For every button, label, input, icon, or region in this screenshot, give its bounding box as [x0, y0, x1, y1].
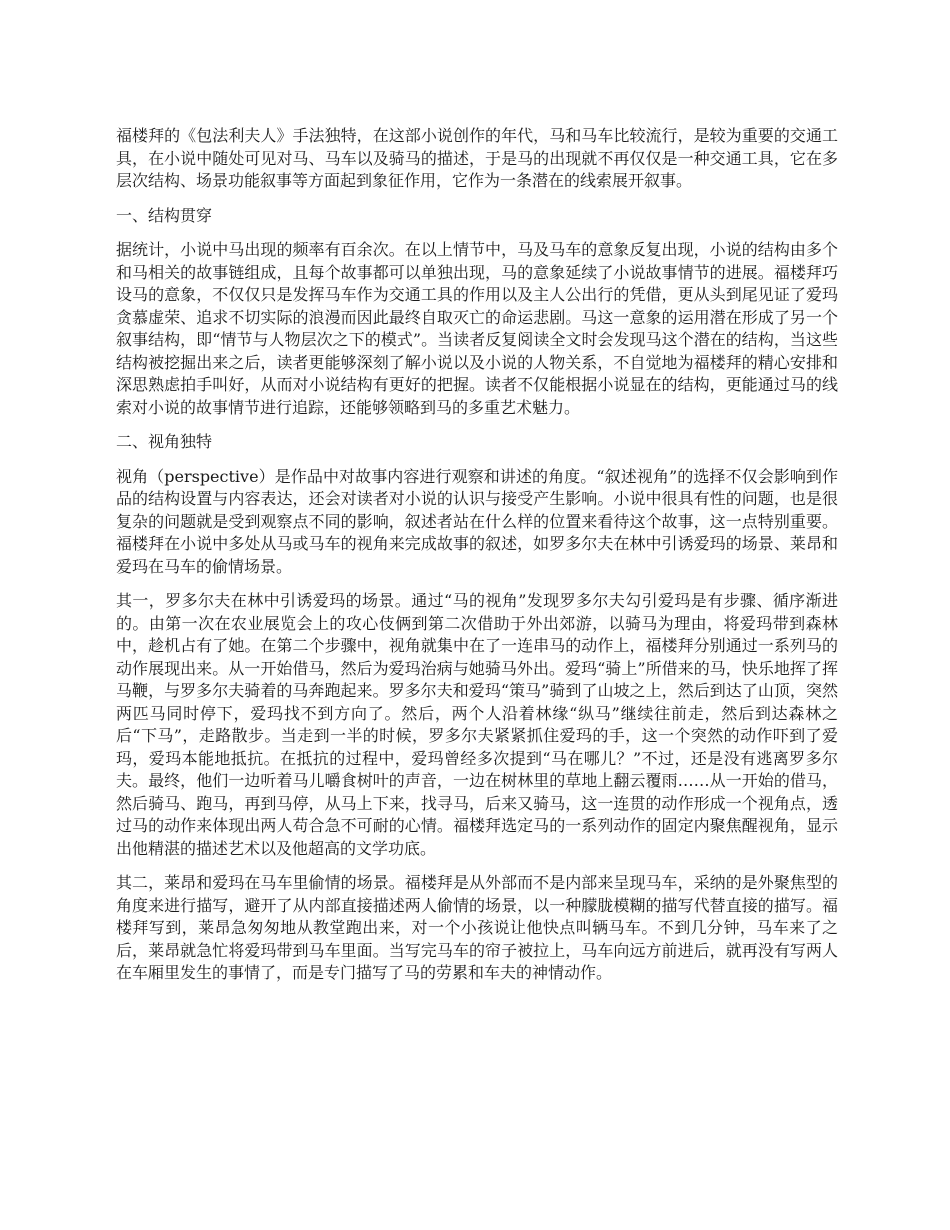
forest-scene-paragraph: 其一，罗多尔夫在林中引诱爱玛的场景。通过“马的视角”发现罗多尔夫勾引爱玛是有步骤、循序渐进的。由第一次在农业展览会上的攻心伎俩到第二次借助于外出郊游，以骑马为理由，将爱玛带到森林中，趁机占有了她。在第二个步骤中，视角就集中在了一连串马的动作上，福楼拜分别通过一系列马的动作展现出来。从一开始借马，然后为爱玛治病与她骑马外出。爱玛“骑上”所借来的马，快乐地挥了挥马鞭，与罗多尔夫骑着的马奔跑起来。罗多尔夫和爱玛“策马”骑到了山坡之上，然后到达了山顶，突然两匹马同时停下，爱玛找不到方向了。然后，两个人沿着林缘“纵马”继续往前走，然后到达森林之后“下马”，走路散步。当走到一半的时候，罗多尔夫紧紧抓住爱玛的手，这一个突然的动作吓到了爱玛，爱玛本能地抵抗。在抵抗的过程中，爱玛曾经多次提到“马在哪儿？”不过，还是没有逃离罗多尔夫。最终，他们一边听着马儿嚼食树叶的声音，一边在树林里的草地上翻云覆雨……从一开始的借马，然后骑马、跑马，再到马停，从马上下来，找寻马，后来又骑马，这一连贯的动作形成一个视角点，透过马的动作来体现出两人苟合急不可耐的心情。福楼拜选定马的一系列动作的固定内聚焦醒视角，显示出他精湛的描述艺术以及他超高的文学功底。 [116, 591, 838, 858]
section-heading-perspective: 二、视角独特 [116, 432, 213, 451]
carriage-scene-paragraph: 其二，莱昂和爱玛在马车里偷情的场景。福楼拜是从外部而不是内部来呈现马车，采纳的是外聚焦型的角度来进行描写，避开了从内部直接描述两人偷情的场景，以一种朦胧模糊的描写代替直接的描写。福楼拜写到，莱昂急匆匆地从教堂跑出来，对一个小孩说让他快点叫辆马车。不到几分钟，马车来了之后，莱昂就急忙将爱玛带到马车里面。当写完马车的帘子被拉上，马车向远方前进后，就再没有写两人在车厢里发生的事情了，而是专门描写了马的劳累和车夫的神情动作。 [116, 873, 838, 982]
document-page [116, 125, 838, 997]
structure-paragraph: 据统计，小说中马出现的频率有百余次。在以上情节中，马及马车的意象反复出现，小说的结构由多个和马相关的故事链组成，且每个故事都可以单独出现，马的意象延续了小说故事情节的进展。福楼拜巧设马的意象，不仅仅只是发挥马车作为交通工具的作用以及主人公出行的凭借，更从头到尾见证了爱玛贪慕虚荣、追求不切实际的浪漫而因此最终自取灭亡的命运悲剧。马这一意象的运用潜在形成了另一个叙事结构，即“情节与人物层次之下的模式”。当读者反复阅读全文时会发现马这个潜在的结构，当这些结构被挖掘出来之后，读者更能够深刻了解小说以及小说的人物关系，不自觉地为福楼拜的精心安排和深思熟虑拍手叫好，从而对小说结构有更好的把握。读者不仅能根据小说显在的结构，更能通过马的线索对小说的故事情节进行追踪，还能够领略到马的多重艺术魅力。 [116, 240, 838, 417]
section-heading-structure: 一、结构贯穿 [116, 205, 213, 225]
perspective-paragraph: 视角（perspective）是作品中对故事内容进行观察和讲述的角度。“叙述视角”的选择不仅会影响到作品的结构设置与内容表达，还会对读者对小说的认识与接受产生影响。小说中很具有性的问题，也是很复杂的问题就是受到观察点不同的影响，叙述者站在什么样的位置来看待这个故事，这一点特别重要。福楼拜在小说中多处从马或马车的视角来完成故事的叙述，如罗多尔夫在林中引诱爱玛的场景、莱昂和爱玛在马车的偷情场景。 [116, 466, 838, 576]
intro-paragraph: 福楼拜的《包法利夫人》手法独特，在这部小说创作的年代，马和马车比较流行，是较为重要的交通工具，在小说中随处可见对马、马车以及骑马的描述，于是马的出现就不再仅仅是一种交通工具，它在多层次结构、场景功能叙事等方面起到象征作用，它作为一条潜在的线索展开叙事。 [116, 126, 838, 190]
